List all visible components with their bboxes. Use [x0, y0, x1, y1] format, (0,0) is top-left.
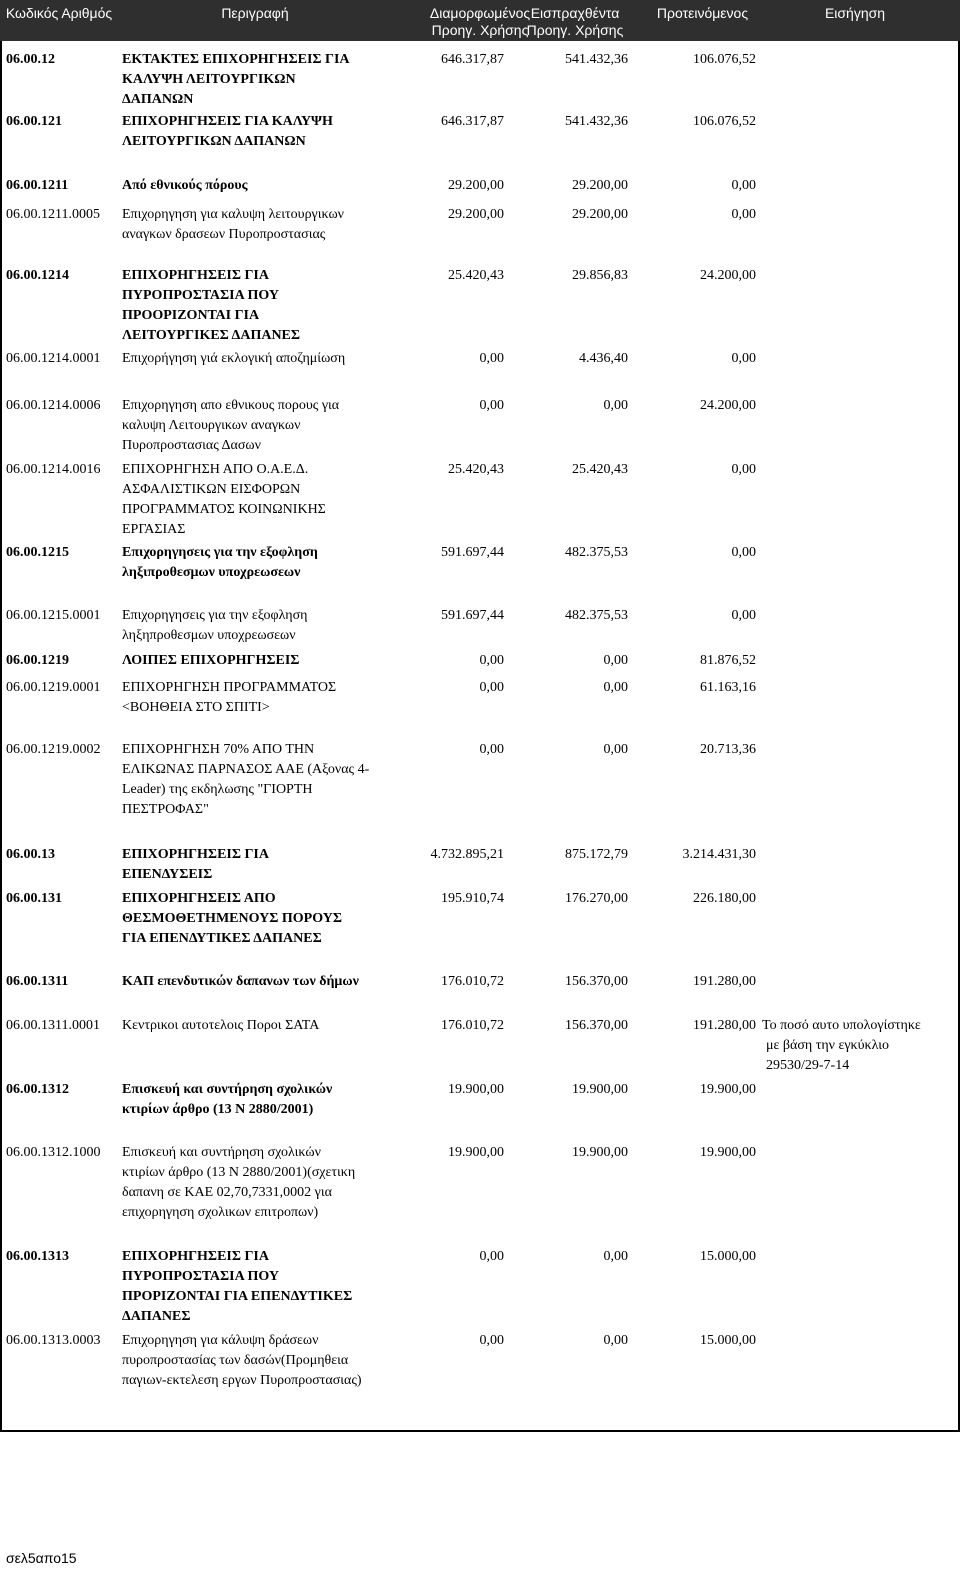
row-description-line: Επισκευή και συντήρηση σχολικών [122, 1082, 333, 1097]
page-number: σελ5απο15 [6, 1550, 77, 1566]
row-description-line: δαπανη σε ΚΑΕ 02,70,7331,0002 για [122, 1185, 332, 1200]
row-proposed-amount: 0,00 [731, 351, 756, 366]
row-proposed-amount: 61.163,16 [700, 680, 756, 695]
row-report-note-line: 29530/29-7-14 [766, 1058, 850, 1073]
row-collected-amount: 875.172,79 [565, 847, 628, 862]
row-description-line: ληξιπροθεσμων υποχρεωσεων [122, 565, 301, 580]
row-description [122, 845, 269, 885]
row-formed-amount: 176.010,72 [441, 974, 504, 989]
row-collected-amount: 29.200,00 [572, 178, 628, 193]
row-description-line: επιχορηγηση σχολικων επιτροπων) [122, 1205, 319, 1220]
row-description [122, 678, 336, 718]
row-description-line: ΠΡΟΡΙΖΟΝΤΑΙ ΓΙΑ ΕΠΕΝΔΥΤΙΚΕΣ [122, 1289, 353, 1304]
row-description-line: ΕΠΕΝΔΥΣΕΙΣ [122, 867, 213, 882]
row-formed-amount: 0,00 [479, 351, 504, 366]
header-collected [510, 5, 640, 39]
row-proposed-amount: 19.900,00 [700, 1082, 756, 1097]
row-description-line: ΓΙΑ ΕΠΕΝΔΥΤΙΚΕΣ ΔΑΠΑΝΕΣ [122, 931, 322, 946]
row-description-line: ΕΠΙΧΟΡΗΓΗΣΕΙΣ ΓΙΑ [122, 847, 269, 862]
row-code: 06.00.1311.0001 [6, 1018, 100, 1033]
row-description-line: ΠΡΟΟΡΙΖΟΝΤΑΙ ΓΙΑ [122, 308, 260, 323]
row-proposed-amount: 191.280,00 [693, 1018, 756, 1033]
row-collected-amount: 4.436,40 [579, 351, 628, 366]
row-description-line: ΕΠΙΧΟΡΗΓΗΣΕΙΣ ΓΙΑ ΚΑΛΥΨΗ [122, 114, 333, 129]
row-description-line: Πυροπροστασιας Δασων [122, 438, 261, 453]
row-description [122, 1143, 355, 1223]
row-description [122, 1016, 319, 1036]
row-description-line: ΕΠΙΧΟΡΗΓΗΣΗ ΠΡΟΓΡΑΜΜΑΤΟΣ [122, 680, 337, 695]
row-description [122, 112, 333, 152]
row-code: 06.00.131 [6, 891, 62, 906]
row-description-line: καλυψη Λειτουργικων αναγκων [122, 418, 301, 433]
row-code: 06.00.1311 [6, 974, 69, 989]
row-proposed-amount: 191.280,00 [693, 974, 756, 989]
row-code: 06.00.13 [6, 847, 55, 862]
header-collected-line1: Εισπραχθέντα [530, 5, 620, 21]
row-code: 06.00.1219 [6, 653, 69, 668]
row-code: 06.00.1214 [6, 268, 69, 283]
row-description [122, 972, 359, 992]
row-proposed-amount: 3.214.431,30 [682, 847, 756, 862]
row-description [122, 651, 299, 671]
row-code: 06.00.121 [6, 114, 62, 129]
row-description-line: Επιχορήγηση γιά εκλογική αποζημίωση [122, 351, 346, 366]
row-description-line: ληξηπροθεσμων υποχρεωσεων [122, 628, 296, 643]
row-collected-amount: 482.375,53 [565, 608, 628, 623]
row-description [122, 606, 307, 646]
header-collected-line2: Προηγ. Χρήσης [526, 22, 624, 38]
row-description-line: ΕΠΙΧΟΡΗΓΗΣΕΙΣ ΓΙΑ [122, 268, 269, 283]
row-proposed-amount: 0,00 [731, 207, 756, 222]
row-proposed-amount: 0,00 [731, 545, 756, 560]
row-code: 06.00.1214.0001 [6, 351, 101, 366]
row-collected-amount: 29.856,83 [572, 268, 628, 283]
row-formed-amount: 0,00 [479, 1333, 504, 1348]
row-description [122, 176, 248, 196]
row-description-line: <ΒΟΗΘΕΙΑ ΣΤΟ ΣΠΙΤΙ> [122, 700, 270, 715]
row-description-line: Από εθνικούς πόρους [122, 178, 248, 193]
row-code: 06.00.1215 [6, 545, 69, 560]
row-formed-amount: 0,00 [479, 1249, 504, 1264]
row-formed-amount: 591.697,44 [441, 545, 504, 560]
row-description [122, 1247, 352, 1327]
row-collected-amount: 0,00 [603, 1333, 628, 1348]
row-description-line: ΚΑΠ επενδυτικών δαπανων των δήμων [122, 974, 359, 989]
row-formed-amount: 19.900,00 [448, 1145, 504, 1160]
row-description [122, 889, 342, 949]
row-description [122, 266, 300, 346]
row-description-line: ΕΡΓΑΣΙΑΣ [122, 522, 186, 537]
row-collected-amount: 29.200,00 [572, 207, 628, 222]
row-collected-amount: 541.432,36 [565, 114, 628, 129]
row-formed-amount: 0,00 [479, 742, 504, 757]
row-formed-amount: 591.697,44 [441, 608, 504, 623]
row-description-line: ΚΑΛΥΨΗ ΛΕΙΤΟΥΡΓΙΚΩΝ [122, 72, 296, 87]
row-description-line: κτιρίων άρθρο (13 Ν 2880/2001)(σχετικη [122, 1165, 356, 1180]
row-formed-amount: 0,00 [479, 653, 504, 668]
row-formed-amount: 176.010,72 [441, 1018, 504, 1033]
row-description [122, 740, 369, 820]
row-proposed-amount: 81.876,52 [700, 653, 756, 668]
row-description [122, 1080, 332, 1120]
row-description-line: ΔΑΠΑΝΕΣ [122, 1309, 191, 1324]
row-collected-amount: 0,00 [603, 1249, 628, 1264]
row-proposed-amount: 106.076,52 [693, 52, 756, 67]
row-code: 06.00.1214.0006 [6, 398, 101, 413]
row-code: 06.00.1214.0016 [6, 462, 101, 477]
row-code: 06.00.1219.0001 [6, 680, 101, 695]
row-code: 06.00.1312.1000 [6, 1145, 101, 1160]
row-description [122, 1331, 362, 1391]
table-header [0, 0, 960, 41]
row-description [122, 50, 350, 110]
row-formed-amount: 25.420,43 [448, 462, 504, 477]
row-description-line: Επιχορηγησεις για την εξοφληση [122, 608, 308, 623]
row-formed-amount: 0,00 [479, 680, 504, 695]
row-proposed-amount: 15.000,00 [700, 1249, 756, 1264]
row-description-line: ΠΥΡΟΠΡΟΣΤΑΣΙΑ ΠΟΥ [122, 288, 279, 303]
row-proposed-amount: 226.180,00 [693, 891, 756, 906]
row-description-line: ΠΥΡΟΠΡΟΣΤΑΣΙΑ ΠΟΥ [122, 1269, 279, 1284]
row-description-line: πυροπροστασίας των δασών(Προμηθεια [122, 1353, 349, 1368]
row-code: 06.00.1211.0005 [6, 207, 100, 222]
row-description-line: ΕΠΙΧΟΡΗΓΗΣΕΙΣ ΓΙΑ [122, 1249, 269, 1264]
row-description-line: Leader) της εκδηλωσης "ΓΙΟΡΤΗ [122, 782, 313, 797]
header-formed-line2: Προηγ. Χρήσης [431, 22, 529, 38]
row-description-line: ΕΠΙΧΟΡΗΓΗΣΗ ΑΠΟ Ο.Α.Ε.Δ. [122, 462, 309, 477]
row-description [122, 205, 344, 245]
row-proposed-amount: 24.200,00 [700, 398, 756, 413]
row-formed-amount: 19.900,00 [448, 1082, 504, 1097]
row-description [122, 543, 318, 583]
row-formed-amount: 25.420,43 [448, 268, 504, 283]
row-description-line: ΔΑΠΑΝΩΝ [122, 92, 194, 107]
row-collected-amount: 19.900,00 [572, 1082, 628, 1097]
row-description-line: ΠΡΟΓΡΑΜΜΑΤΟΣ ΚΟΙΝΩΝΙΚΗΣ [122, 502, 326, 517]
row-code: 06.00.1312 [6, 1082, 69, 1097]
row-description [122, 396, 339, 456]
row-description-line: Επιχορηγησεις για την εξοφληση [122, 545, 318, 560]
row-description [122, 349, 345, 369]
row-proposed-amount: 20.713,36 [700, 742, 756, 757]
row-description-line: παγιων-εκτελεση εργων Πυροπροστασιας) [122, 1373, 362, 1388]
row-report-note-line: Το ποσό αυτο υπολογίστηκε [762, 1018, 921, 1033]
row-code: 06.00.1219.0002 [6, 742, 101, 757]
row-description-line: Επιχορηγηση απο εθνικους πορους για [122, 398, 340, 413]
row-code: 06.00.12 [6, 52, 55, 67]
row-collected-amount: 0,00 [603, 398, 628, 413]
row-collected-amount: 0,00 [603, 742, 628, 757]
row-description-line: Κεντρικοι αυτοτελοις Ποροι ΣΑΤΑ [122, 1018, 320, 1033]
row-collected-amount: 156.370,00 [565, 974, 628, 989]
row-description-line: ΠΕΣΤΡΟΦΑΣ" [122, 802, 209, 817]
row-formed-amount: 29.200,00 [448, 207, 504, 222]
row-proposed-amount: 0,00 [731, 178, 756, 193]
row-description [122, 460, 326, 540]
row-code: 06.00.1313 [6, 1249, 69, 1264]
header-proposed: Προτεινόμενος [656, 5, 749, 21]
row-description-line: ΕΚΤΑΚΤΕΣ ΕΠΙΧΟΡΗΓΗΣΕΙΣ ΓΙΑ [122, 52, 350, 67]
row-description-line: Επιχορηγηση για καλυψη λειτουργικων [122, 207, 344, 222]
row-proposed-amount: 106.076,52 [693, 114, 756, 129]
table-frame [0, 41, 960, 1432]
row-collected-amount: 482.375,53 [565, 545, 628, 560]
row-formed-amount: 29.200,00 [448, 178, 504, 193]
row-description-line: Επιχορηγηση για κάλυψη δράσεων [122, 1333, 319, 1348]
row-collected-amount: 19.900,00 [572, 1145, 628, 1160]
header-code: Κωδικός Αριθμός [5, 5, 113, 21]
row-code: 06.00.1211 [6, 178, 69, 193]
row-proposed-amount: 19.900,00 [700, 1145, 756, 1160]
row-formed-amount: 4.732.895,21 [430, 847, 504, 862]
row-description-line: ΕΛΙΚΩΝΑΣ ΠΑΡΝΑΣΟΣ ΑΑΕ (Αξονας 4- [122, 762, 370, 777]
row-description-line: ΑΣΦΑΛΙΣΤΙΚΩΝ ΕΙΣΦΟΡΩΝ [122, 482, 301, 497]
row-description-line: ΕΠΙΧΟΡΗΓΗΣΕΙΣ ΑΠΟ [122, 891, 276, 906]
row-description-line: ΘΕΣΜΟΘΕΤΗΜΕΝΟΥΣ ΠΟΡΟΥΣ [122, 911, 343, 926]
row-description-line: ΕΠΙΧΟΡΗΓΗΣΗ 70% ΑΠΟ ΤΗΝ [122, 742, 315, 757]
row-proposed-amount: 24.200,00 [700, 268, 756, 283]
header-formed-line1: Διαμορφωμένος [429, 5, 531, 21]
row-collected-amount: 0,00 [603, 680, 628, 695]
row-proposed-amount: 0,00 [731, 462, 756, 477]
row-description-line: κτιρίων άρθρο (13 Ν 2880/2001) [122, 1102, 314, 1117]
row-formed-amount: 195.910,74 [441, 891, 504, 906]
row-collected-amount: 0,00 [603, 653, 628, 668]
row-proposed-amount: 0,00 [731, 608, 756, 623]
row-report-note [762, 1016, 921, 1076]
row-code: 06.00.1313.0003 [6, 1333, 101, 1348]
row-collected-amount: 25.420,43 [572, 462, 628, 477]
row-formed-amount: 646.317,87 [441, 52, 504, 67]
row-proposed-amount: 15.000,00 [700, 1333, 756, 1348]
row-description-line: αναγκων δρασεων Πυροπροστασιας [122, 227, 326, 242]
row-collected-amount: 176.270,00 [565, 891, 628, 906]
header-report: Εισήγηση [824, 5, 886, 21]
row-description-line: ΛΟΙΠΕΣ ΕΠΙΧΟΡΗΓΗΣΕΙΣ [122, 653, 300, 668]
row-description-line: Επισκευή και συντήρηση σχολικών [122, 1145, 321, 1160]
row-collected-amount: 156.370,00 [565, 1018, 628, 1033]
row-formed-amount: 646.317,87 [441, 114, 504, 129]
header-description: Περιγραφή [221, 5, 289, 21]
row-description-line: ΛΕΙΤΟΥΡΓΙΚΩΝ ΔΑΠΑΝΩΝ [122, 134, 306, 149]
row-formed-amount: 0,00 [479, 398, 504, 413]
row-collected-amount: 541.432,36 [565, 52, 628, 67]
row-report-note-line: με βάση την εγκύκλιο [766, 1038, 889, 1053]
row-code: 06.00.1215.0001 [6, 608, 101, 623]
row-description-line: ΛΕΙΤΟΥΡΓΙΚΕΣ ΔΑΠΑΝΕΣ [122, 328, 301, 343]
